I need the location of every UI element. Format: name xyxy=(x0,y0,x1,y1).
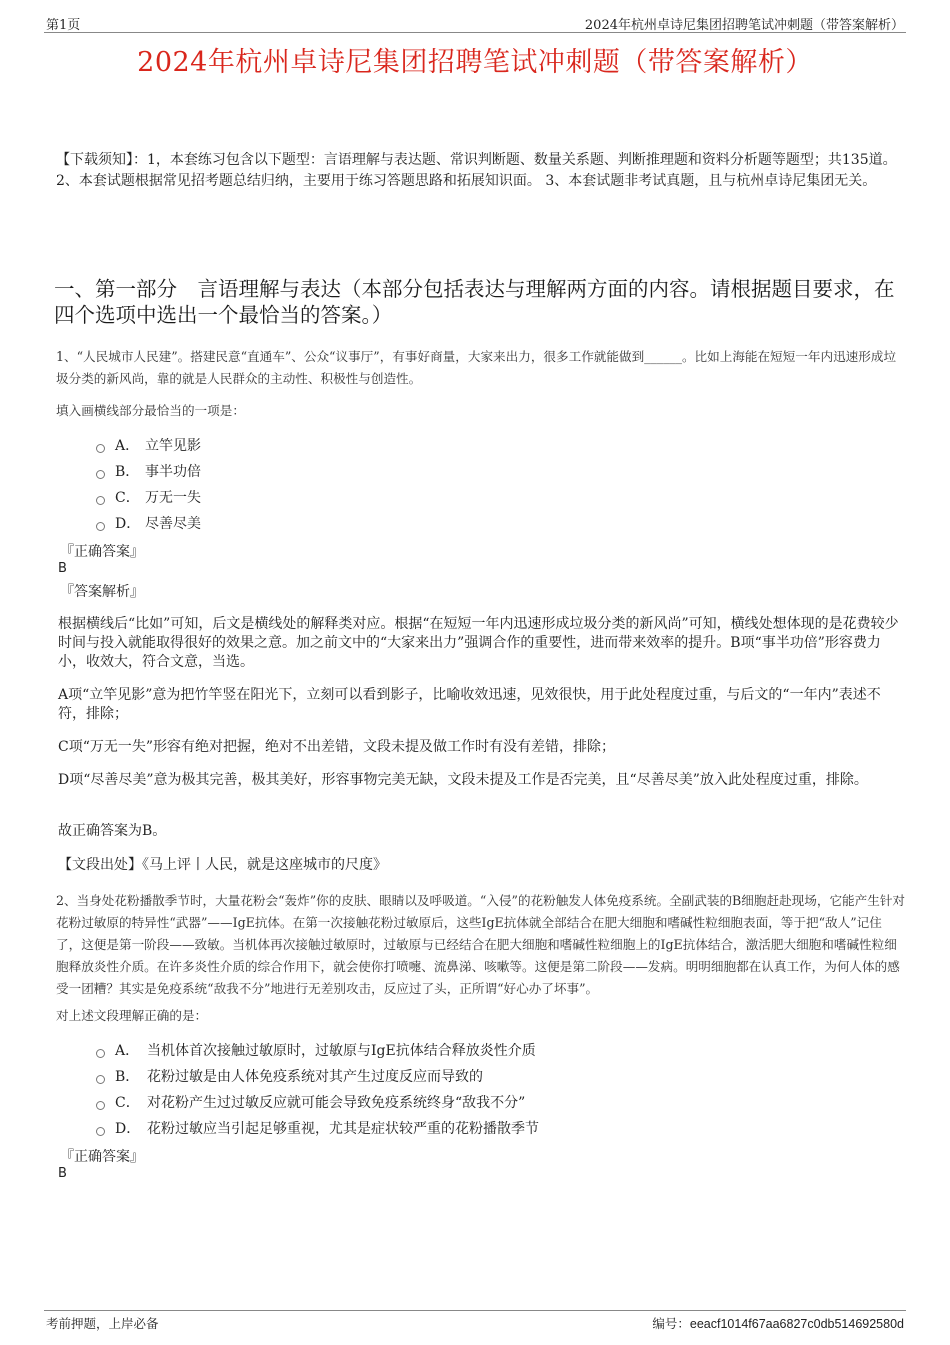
analysis-label: 『答案解析』 xyxy=(60,584,144,600)
question-2-options xyxy=(96,1038,539,1142)
option-d[interactable]: D． 花粉过敏应当引起足够重视，尤其是症状较严重的花粉播散季节 xyxy=(96,1116,539,1142)
document-code xyxy=(652,1314,904,1332)
running-header-title: 2024年杭州卓诗尼集团招聘笔试冲刺题（带答案解析） xyxy=(584,18,904,33)
analysis-paragraph: A项“立竿见影”意为把竹竿竖在阳光下，立刻可以看到影子，比喻收效迅速，见效很快，用于此处程度过重，与后文的“一年内”表述不符，排除； xyxy=(58,687,881,722)
document-code-value: eeacf1014f67aa6827c0db514692580d xyxy=(689,1317,904,1331)
footer-slogan: 考前押题，上岸必备 xyxy=(46,1316,159,1331)
option-a[interactable]: A． 当机体首次接触过敏原时，过敏原与IgE抗体结合释放炎性介质 xyxy=(96,1038,539,1064)
option-c[interactable]: C． 对花粉产生过过敏反应就可能会导致免疫系统终身“敌我不分” xyxy=(96,1090,539,1116)
correct-answer-value: B xyxy=(58,561,67,576)
page-title: 2024年杭州卓诗尼集团招聘笔试冲刺题（带答案解析） xyxy=(137,47,813,78)
header-divider xyxy=(44,32,906,33)
question-2-prompt: 对上述文段理解正确的是： xyxy=(56,1008,208,1023)
analysis-paragraph: C项“万无一失”形容有绝对把握，绝对不出差错，文段未提及做工作时有没有差错，排除； xyxy=(58,739,616,755)
option-c[interactable]: C． 万无一失 xyxy=(96,485,201,511)
correct-answer-label: 『正确答案』 xyxy=(60,1149,144,1165)
source-citation: 【文段出处】《马上评丨人民，就是这座城市的尺度》 xyxy=(58,857,387,873)
correct-answer-value: B xyxy=(58,1166,67,1181)
download-notice: 【下载须知】：1，本套练习包含以下题型：言语理解与表达题、常识判断题、数量关系题、判断推理题和资料分析题等题型；共135道。 2、本套试题根据常见招考题总结归纳，主要用于练习答题思路和拓展知识面。 3、本套试题非考试真题，且与杭州卓诗尼集团无关。 xyxy=(56,152,897,189)
question-2-stem: 2、当身处花粉播散季节时，大量花粉会“轰炸”你的皮肤、眼睛以及呼吸道。“入侵”的花粉触发人体免疫系统。全副武装的B细胞赶赴现场，它能产生针对花粉过敏原的特异性“武器”——IgE抗体。在第一次接触花粉过敏原后，这些IgE抗体就全部结合在肥大细胞和嗜碱性粒细胞表面，等于把“敌人”记住了，这便是第一阶段——致敏。当机体再次接触过敏原时，过敏原与已经结合在肥大细胞和嗜碱性粒细胞上的IgE抗体结合，激活肥大细胞和嗜碱性粒细胞释放炎性介质。在许多炎性介质的综合作用下，就会使你打喷嚏、流鼻涕、咳嗽等。这便是第二阶段——发病。明明细胞都在认真工作，为何人体的感受一团糟？其实是免疫系统“敌我不分”地进行无差别攻击，反应过了头，正所谓“好心办了坏事”。 xyxy=(56,893,906,996)
page-number: 第1页 xyxy=(46,18,81,33)
radio-button-icon[interactable] xyxy=(96,1101,105,1110)
option-b[interactable]: B． 花粉过敏是由人体免疫系统对其产生过度反应而导致的 xyxy=(96,1064,539,1090)
analysis-conclusion: 故正确答案为B。 xyxy=(58,823,167,839)
radio-button-icon[interactable] xyxy=(96,522,105,531)
question-1-prompt: 填入画横线部分最恰当的一项是： xyxy=(56,403,245,418)
radio-button-icon[interactable] xyxy=(96,1049,105,1058)
option-d[interactable]: D． 尽善尽美 xyxy=(96,511,201,537)
question-1-options xyxy=(96,433,201,537)
radio-button-icon[interactable] xyxy=(96,444,105,453)
option-b[interactable]: B． 事半功倍 xyxy=(96,459,201,485)
analysis-paragraph: D项“尽善尽美”意为极其完善，极其美好，形容事物完美无缺，文段未提及工作是否完美，且“尽善尽美”放入此处程度过重，排除。 xyxy=(58,772,868,788)
section-heading: 一、第一部分 言语理解与表达（本部分包括表达与理解两方面的内容。请根据题目要求，在四个选项中选出一个最恰当的答案。） xyxy=(54,277,895,327)
radio-button-icon[interactable] xyxy=(96,1127,105,1136)
analysis-paragraph: 根据横线后“比如”可知，后文是横线处的解释类对应。根据“在短短一年内迅速形成垃圾分类的新风尚”可知，横线处想体现的是花费较少时间与投入就能取得很好的效果之意。加之前文中的“大家来出力”强调合作的重要性，进而带来效率的提升。B项“事半功倍”形容费力小，收效大，符合文意，当选。 xyxy=(58,616,899,670)
question-1-stem: 1、“人民城市人民建”。搭建民意“直通车”、公众“议事厅”，有事好商量，大家来出力，很多工作就能做到______。比如上海能在短短一年内迅速形成垃圾分类的新风尚，靠的就是人民群众的主动性、积极性与创造性。 xyxy=(56,349,897,386)
option-a[interactable]: A． 立竿见影 xyxy=(96,433,201,459)
radio-button-icon[interactable] xyxy=(96,496,105,505)
footer-divider xyxy=(44,1310,906,1311)
document-code-label: 编号： xyxy=(652,1316,690,1331)
radio-button-icon[interactable] xyxy=(96,1075,105,1084)
correct-answer-label: 『正确答案』 xyxy=(60,544,144,560)
radio-button-icon[interactable] xyxy=(96,470,105,479)
